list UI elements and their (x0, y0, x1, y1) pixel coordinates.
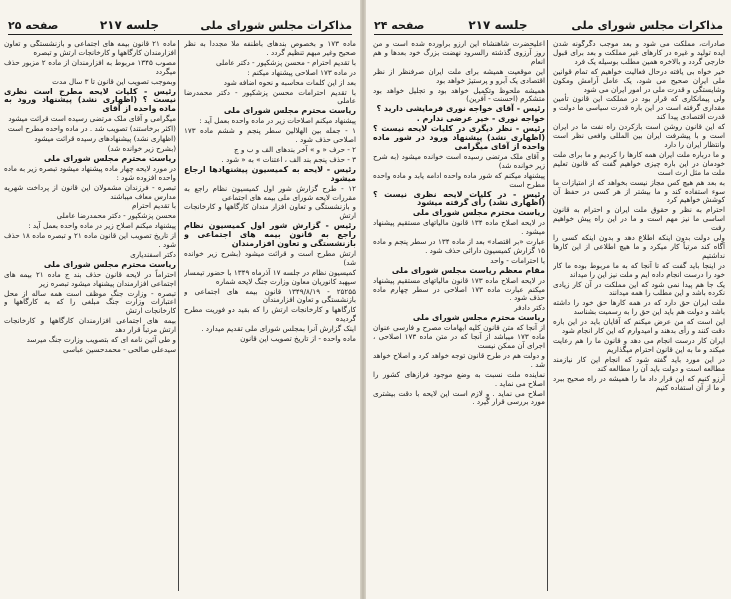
paragraph: از تاریخ تصویب این قانون ماده ۲۱ و تبصره ماده ۱۸ حذف شود . (4, 231, 176, 250)
paragraph: و آقای ملک مرتضی رسیده است خوانده میشود (به شرح زیر خوانده شد) (373, 151, 545, 170)
paragraph: و طی آئین نامه ای که بتصویب وزارت جنگ میرسد (26, 335, 176, 345)
paragraph: ۲ - حرف « و » آخر بندهای الف و ب و ج (234, 144, 356, 154)
paragraph: ماده ۲۱ قانون بیمه های اجتماعی و بازنشستگی و تعاون افزارمندان کارگاهها و کارخانجات ارتش و تبصره (4, 40, 176, 57)
paragraph: رئیس - گزارش شور اول کمیسیون نظام راجع به قانون بیمه های اجتماعی و بازنشستگی و تعاون افزارمندان (184, 221, 356, 249)
right-page-column-2 (373, 40, 545, 593)
paragraph: در لایحه اصلاح ماده ۱۳۴ قانون مالیاتهای مستقیم پیشنهاد میشود . (373, 218, 545, 237)
paragraph: وبموجب تصویب این قانون تا ۳ سال مدت (52, 76, 176, 86)
paragraph: رئیس - آقای خواجه نوری فرمایشی دارید ؟ (376, 104, 545, 114)
paragraph: ریاست محترم مجلس شورای ملی (412, 313, 545, 323)
paragraph: در ماده ۱۷۳ اصلاحی پیشنهاد میکنم : (247, 67, 356, 77)
paragraph: با تقدیم احترام (132, 201, 176, 211)
paragraph: پیشنهاد میکنم که شور ماده واحده ادامه یابد و ماده واحده مطرح است (373, 170, 545, 189)
paragraph: ولی پیمانکاری که قرار بود در مملکت این قانون تأمین مقداری گرفته است در این باره قدرت سیاسی ما دولت و قدرت اقتصادی پیدا کند (553, 94, 725, 122)
paragraph: بعد از این کلمات محاسبه و نحوه اضافه شود (223, 77, 356, 87)
paragraph: بیمه های اجتماعی افزارمندان کارگاهها و کارخانجات ارتش مرتباً قرار دهد (4, 316, 176, 335)
paragraph: ریاست محترم مجلس شورای ملی (223, 106, 356, 116)
paragraph: آرزو کنیم که این قرار داد ما را همیشه در راه صحیح ببرد و ما از آن استفاده کنیم (553, 373, 725, 392)
paragraph: اینک گزارش آنرا بمجلس شورای ملی تقدیم میدارد . (201, 324, 356, 334)
paragraph: و ما درباره ملت ایران همه کارها را کردیم و ما برای ملت خودمان در این باره چیزی خواهیم گفت که قانون تعلیم ملت ما مثل ارث است (553, 149, 725, 177)
right-page (366, 0, 731, 599)
left-page-column-1 (184, 40, 356, 593)
paragraph: کارگاهها و کارخانجات ارتش را که بقید دو فوریت مطرح گردیده (184, 305, 356, 324)
paragraph: احترام به نظر و حقوق ملت ایران و احترام به قانون اساسی ما نیز مهم است و ما در این راه پیش خواهیم رفت (553, 205, 725, 233)
paragraph: عبارت «بر اقتصاد» بعد از ماده ۱۳۴ در سطر پنجم و ماده ۱۵ گزارش کمیسیون دارائی حذف شود . (373, 237, 545, 255)
paragraph: رئیس - کلیات لایحه مطرح است نظری نیست ؟ (اظهاری نشد) پیشنهاد ورود به ماده واحده از آقای (4, 86, 176, 114)
column-divider (547, 40, 548, 591)
paragraph: دکتر دادفر (514, 303, 545, 313)
paragraph: ریاست محترم مجلس شورای ملی (43, 153, 176, 163)
paragraph: ملت ایران حق دارد که در همه کارها حق خود را داشته باشد و دولت هم باید این حق را به رسمیت بشناسد (553, 298, 725, 317)
paragraph: صادرات، مملکت می شود و بعد موجب دگرگونه شدن ایده تولید و غیره در کارهای غیر مملکت و بعد برای قبول خارجی گردد و بالاخره همین مطلب بوسیله یک فرد (553, 40, 725, 66)
paragraph: در مورد لایحه چهار ماده پیشنهاد میشود تبصره زیر به ماده واحده افزوده شود : (4, 163, 176, 182)
paragraph: ولی دولت بدون اینکه اطلاع دهد و بدون اینکه کسی را آگاه کند مرتباً کار میکرد و ما هیچ اطلاعی از این کارها نداشتیم (553, 233, 725, 260)
paragraph: (بشرح زیر خوانده شد) (107, 143, 176, 153)
paragraph: خواجه نوری - خیر عرضی ندارم . (416, 114, 545, 124)
paragraph: اعلیحضرت شاهنشاه این آرزو برآورده شده است و من روز آرزوی گذشته رالسرود نهضت بزرگ خود بعدها و هم انعام (373, 40, 545, 66)
paragraph: در لایحه اصلاح ماده ۱۷۳ قانون مالیاتهای مستقیم پیشنهاد میکنم عبارت ماده ۱۷۳ اصلاحی در سطر چهارم ماده حذف شود . (373, 275, 545, 303)
paragraph: در این مورد باید گفته شود که انجام این کار نیازمند مطالعه است و دولت باید آن را مطالعه کند (553, 354, 725, 373)
paragraph: تبصره - فرزندان مشمولان این قانون از پرداخت شهریه مدارس معاف میباشند (4, 182, 176, 201)
paragraph: ۱ - جمله بین الهلالین سطر پنجم و ششم ماده ۱۷۳ اصلاحی حذف شود . (184, 126, 356, 145)
paragraph: (اظهاری نشد) پیشنهادهای رسیده قرائت میشود (34, 134, 176, 144)
paragraph: اصلاح می نماید . و لازم است این لایحه با دقت بیشتری مورد بررسی قرار گیرد . (373, 388, 545, 407)
paragraph: نماینده ملت نسبت به وضع موجود فرازهای کشور را اصلاح می نماید . (373, 369, 545, 388)
paragraph: ریاست محترم مجلس شورای ملی (412, 208, 545, 218)
page-number: صفحه ۲۴ (374, 19, 425, 32)
paragraph: این موقعیت همیشه برای ملت ایران صرفنظر از نظر اقتصادی یک آبرو و پرستیژ خواهد بود (373, 66, 545, 85)
paragraph: ارتش مطرح است و قرائت میشود (بشرح زیر خوانده شد) (184, 248, 356, 267)
paragraph: با احترامات - واحد (490, 255, 545, 265)
right-page-header (374, 6, 723, 35)
page-title: مذاکرات مجلس شورای ملی (571, 19, 723, 32)
paragraph: و دولت هم در طرح قانون توجه خواهد کرد و اصلاح خواهد شد . (373, 350, 545, 369)
paragraph: یک جا هم پیدا نمی شود که این مملکت در آن کار زیادی نکرده باشد و این مطلب را همه میدانند (553, 279, 725, 298)
paragraph: در اینجا باید گفت که تا آنجا که به ما مربوط بوده ما کار خود را درست انجام داده ایم و ملت نیز این را میداند (553, 260, 725, 279)
paragraph: مقام معظم ریاست مجلس شورای ملی (391, 265, 545, 275)
left-page-header (8, 6, 352, 35)
paragraph: ایران کار درست انجام می دهد و قانون ما را هم رعایت میکند و ما به این قانون احترام میگذاریم (553, 336, 725, 354)
paragraph: کمیسیون نظام در جلسه ۱۷ آذرماه ۱۳۴۹ با حضور تیمسار سپهبد کانوریان معاون وزارت جنگ لایحه شماره (184, 267, 356, 286)
paragraph: به بعد هم هیچ کس مجاز نیست بخواهد که از امتیازات ما سوء استفاده کند و ما بیشتر از هر کسی در حفظ آن کوشش خواهیم کرد (553, 177, 725, 205)
page-number: صفحه ۲۵ (8, 19, 59, 32)
paragraph: دکتر اسفندیاری (130, 249, 176, 259)
paragraph: احتراماً در لایحه قانون حذف بند ج ماده ۲۱ بیمه های اجتماعی افزارمندان پیشنهاد میشود تبصره زیر (4, 269, 176, 288)
paragraph: با تقدیم احترامات محسن پزشکپور - دکتر محمدرضا عاملی (184, 87, 356, 106)
page-title: مذاکرات مجلس شورای ملی (200, 19, 352, 32)
paragraph: با تقدیم احترام - محسن پزشکپور - دکتر عاملی (215, 57, 356, 67)
paragraph: رئیس - نظر دیگری در کلیات لایحه نیست ؟ (اظهاری نشد) پیشنهاد ورود در شور ماده واحده از آقای میگرامی (373, 124, 545, 151)
paragraph: که این قانون روشن است بازکردن راه نفت ما در ایران است و با پیشرفت ایران بین المللی وافعی نظر است وانتظار ایران را دارد (553, 122, 725, 149)
paragraph: پیشنهاد میکنم اصلاح زیر در ماده واحده بعمل آید : (28, 221, 176, 231)
column-divider (178, 40, 179, 591)
book-gutter (360, 0, 366, 599)
paragraph: ماده ۱۷۳ و بخصوص بندهای باطنفه ملا مجدداً به نظر صحیح وغیر مبهم تنظیم گردد . (184, 40, 356, 57)
paragraph: ۲۵۲۵۵ - ۱۳۴۹/۸/۱۹ قانون بیمه های اجتماعی و بازنشستگی و تعاون افزارمندان (184, 286, 356, 305)
paragraph: سیدعلی صالحی - محمدحسین عباسی (62, 345, 176, 354)
paragraph: ۱۲ - طرح گزارش شور اول کمیسیون نظام راجع به مقررات لایحه شورای ملی بیمه های اجتماعی (184, 183, 356, 202)
paragraph: این است که من عرض میکنم که آقایان باید در این باره دقت کنند و رأی بدهند و امیدوارم که این کار انجام شود (553, 317, 725, 336)
paragraph: ماده واحده - از تاریخ تصویب این قانون (240, 334, 356, 344)
paragraph: رئیس - در کلیات لایحه نظری نیست ؟ (اظهاری نشد) رأی گرفته میشود (373, 189, 545, 208)
paragraph: از آنجا که متن قانون کلیه ابهامات مصرح و فارسی عنوان ماده ۱۷۳ میباشد از آنجا که در متن ماده ۱۷۳ اصلاحی ، اجرای آن ممکن نیست (373, 323, 545, 350)
session-number: جلسه ۲۱۷ (468, 18, 528, 32)
paragraph: خیر خواه بی یافته درحال فعالیت خواهیم که تمام قوانین ملی ایران صحیح می شود، یک عامل آرامش ومکون وشایستگی و قدرت ملی در امور ایران می شود (553, 66, 725, 94)
paragraph: رئیس - لایحه به کمیسیون پیشنهادها ارجاع میشود (184, 164, 356, 183)
paragraph: همیشه ملحوظ وتکمیل خواهد بود و تجلیل خواهد بود متشکرم (احسنت - آفرین) (373, 85, 545, 104)
session-number: جلسه ۲۱۷ (99, 18, 160, 32)
paragraph: پیشنهاد میکنم اصلاحات زیر در ماده واحده بعمل آید : (199, 116, 356, 126)
paragraph: تبصره - وزارت جنگ موظف است همه ساله از محل اعتبارات وزارت جنگ مبلغی را که به کارگاهها و کارخانجات ارتش (4, 288, 176, 316)
paragraph: ۳ - حذف پنجم بند الف ، اعتنات » به « شود . (221, 154, 356, 164)
paragraph: مصوب ۱۳۴۵ مربوط به افزارمندان از ماده ۲ مزبور حذف میگردد (4, 57, 176, 76)
paragraph: و بازنشستگی و تعاون افزار مندان کارگاهها و کارخانجات ارتش (184, 202, 356, 221)
left-page (0, 0, 360, 599)
right-page-column-1 (553, 40, 725, 593)
paragraph: محسن پزشکپور - دکتر محمدرضا عاملی (56, 211, 176, 221)
paragraph: (اکثر برخاستند) تصویب شد . در ماده واحده مطرح است (7, 124, 176, 134)
paragraph: میگرامی و آقای ملک مرتضی رسیده است قرائت میشود (8, 114, 176, 124)
paragraph: ریاست محترم مجلس شورای ملی (43, 259, 176, 269)
left-page-column-2 (4, 40, 176, 593)
